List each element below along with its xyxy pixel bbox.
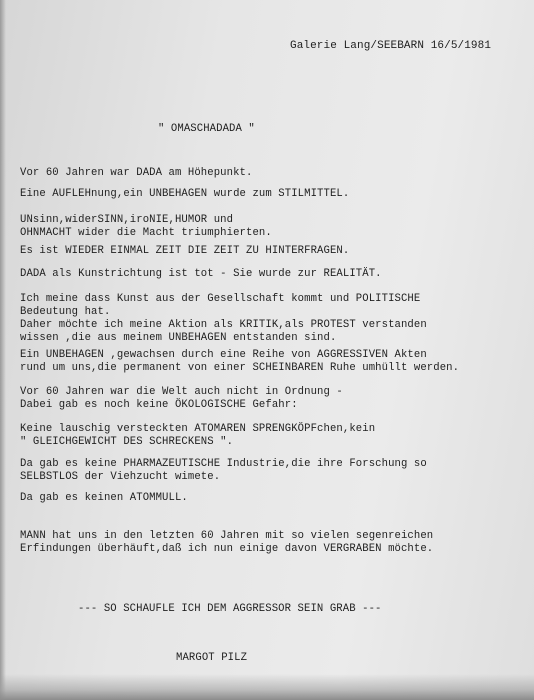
paragraph: Da gab es keine PHARMAZEUTISCHE Industrie,die ihre Forschung so SELBSTLOS der Viehzucht wimete. — [20, 458, 427, 483]
paragraph: Vor 60 Jahren war die Welt auch nicht in Ordnung - Dabei gab es noch keine ÖKOLOGISCHE Gefahr: — [20, 386, 343, 411]
document-title: " OMASCHADADA " — [158, 123, 255, 135]
paragraph: Es ist WIEDER EINMAL ZEIT DIE ZEIT ZU HINTERFRAGEN. — [20, 245, 350, 257]
closing-slogan: --- SO SCHAUFLE ICH DEM AGGRESSOR SEIN GRAB --- — [78, 603, 382, 615]
paragraph: Keine lauschig versteckten ATOMAREN SPRENGKÖPFchen,kein " GLEICHGEWICHT DES SCHRECKENS ". — [20, 423, 376, 448]
paragraph: Vor 60 Jahren war DADA am Höhepunkt. — [20, 167, 253, 179]
paragraph: Eine AUFLEHnung,ein UNBEHAGEN wurde zum STILMITTEL. — [20, 188, 350, 200]
paragraph: Ein UNBEHAGEN ,gewachsen durch eine Reihe von AGGRESSIVEN Akten rund um uns,die permanent von einer SCHEINBAREN Ruhe umhüllt werden. — [20, 349, 460, 374]
paragraph: MANN hat uns in den letzten 60 Jahren mit so vielen segenreichen Erfindungen überhäuft,daß ich nun einige davon VERGRABEN möchte. — [20, 530, 434, 555]
paragraph: UNsinn,widerSINN,iroNIE,HUMOR und OHNMACHT wider die Macht triumphierten. — [20, 214, 272, 239]
header-gallery-date: Galerie Lang/SEEBARN 16/5/1981 — [290, 40, 492, 52]
paragraph: Ich meine dass Kunst aus der Gesellschaft kommt und POLITISCHE Bedeutung hat. Daher möchte ich meine Aktion als KRITIK,als PROTEST verstanden wissen ,die aus meinem UNBEHAGEN entstanden sind. — [20, 293, 427, 344]
paragraph: DADA als Kunstrichtung ist tot - Sie wurde zur REALITÄT. — [20, 268, 382, 280]
page-bottom-shadow — [0, 674, 534, 700]
paragraph: Da gab es keinen ATOMMULL. — [20, 492, 188, 504]
author-signature: MARGOT PILZ — [176, 652, 248, 664]
page-edge-shadow — [0, 0, 6, 700]
